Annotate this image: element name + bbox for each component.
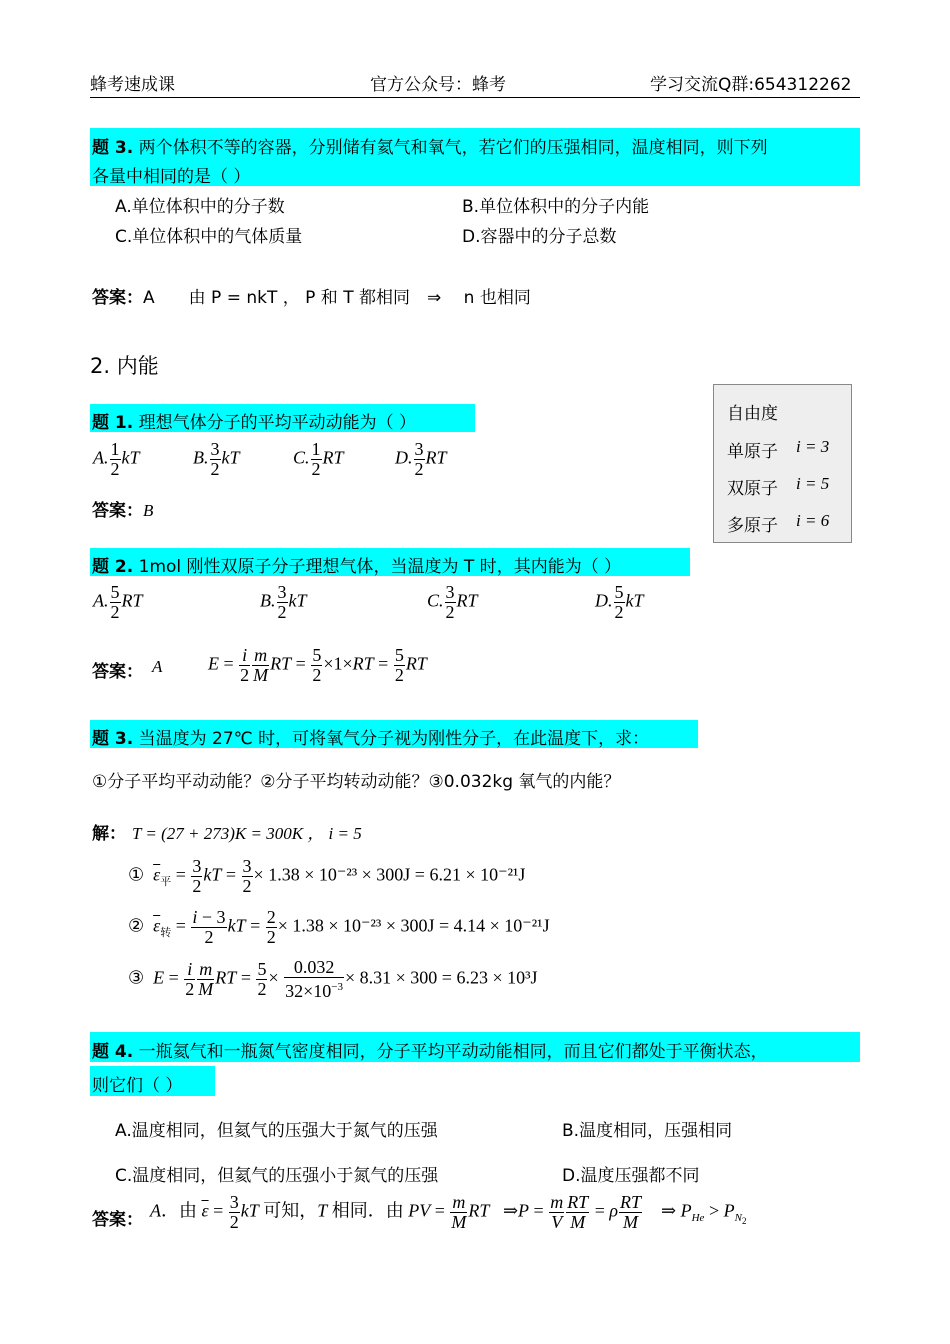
q3b-number: 题 3. — [92, 729, 134, 749]
q3a-answer-text: A 由 P = nkT ， P 和 T 都相同 ⇒ n 也相同 — [143, 288, 531, 308]
q1-title — [92, 408, 416, 433]
q2-answer-letter: A — [152, 657, 163, 676]
header-left: 蜂考速成课 — [90, 75, 175, 95]
q3b-step-1-tail: × 1.38 × 10⁻²³ × 300J = 6.21 × 10⁻²¹J — [253, 864, 526, 885]
q4-answer: A．由 $\overline{\varepsilon}$ = $\frac{3}{2}$ kT 可知，T 相同．由 PV = $\frac{m}{M}$ RT ⇒P = $\frac{m}{V}$ $\frac{RT}{M}$ = ρ $\frac{RT}{M}$ ⇒ $P_{He} > P_{N_2}$ — [150, 1192, 747, 1232]
q3a-title — [92, 133, 768, 158]
q2-answer-label: 答案： — [92, 662, 143, 682]
q1-number: 题 1. — [92, 413, 134, 433]
q3a-option-c: C.单位体积中的气体质量 — [115, 227, 303, 247]
q3b-title — [92, 724, 649, 749]
q3b-step-2-tail: × 1.38 × 10⁻²³ × 300J = 4.14 × 10⁻²¹J — [277, 915, 550, 936]
q3a-text: 两个体积不等的容器，分别储有氦气和氧气，若它们的压强相同，温度相同，则下列 — [133, 138, 768, 158]
q2-option-c: C. $\frac{3}{2}$ RT — [427, 582, 478, 622]
q3a-option-b: B.单位体积中的分子内能 — [462, 197, 650, 217]
dof-row-label: 双原子 — [727, 479, 778, 499]
dof-row-value: i = 6 — [796, 511, 830, 530]
q1-option-c: C. $\frac{1}{2}$ RT — [293, 439, 344, 479]
q3a-option-a: A.单位体积中的分子数 — [115, 197, 285, 217]
q4-option-a: A.温度相同，但氦气的压强大于氮气的压强 — [115, 1121, 438, 1141]
q2-answer-formula: E = $\frac{i}{2}$ $\frac{m}{M}$ RT = $\frac{5}{2}$ ×1×RT = $\frac{5}{2}$ RT — [208, 645, 427, 685]
q4-option-c: C.温度相同，但氦气的压强小于氮气的压强 — [115, 1166, 439, 1186]
q2-title — [92, 552, 621, 577]
q3a-answer-label: 答案： — [92, 288, 143, 308]
q3a-number: 题 3. — [92, 138, 134, 158]
q4-text: 一瓶氦气和一瓶氮气密度相同，分子平均平动动能相同，而且它们都处于平衡状态， — [133, 1042, 768, 1062]
q1-answer-value: B — [143, 501, 154, 520]
header-right: 学习交流Q群:654312262 — [650, 75, 852, 95]
q2-option-d: D. $\frac{5}{2}$ kT — [595, 582, 644, 622]
dof-row-label: 单原子 — [727, 442, 778, 462]
q2-text: 1mol 刚性双原子分子理想气体，当温度为 T 时，其内能为（ ） — [133, 557, 622, 577]
q3b-step-2: ② $\overline{\varepsilon}_转$ = $\frac{i - 3}{2}$ kT = $\frac{2}{2}$ × 1.38 × 10⁻²³ × 300J = 4.14 × 10⁻²¹J — [128, 907, 550, 947]
q3b-solution-label: 解： — [92, 824, 126, 844]
q3b-step-3: ③ E = $\frac{i}{2}$ $\frac{m}{M}$ RT = $\frac{5}{2}$ × $\frac{0.032}{32\times 10^{-3}}$ × 8.31 × 300 = 6.23 × 10³J — [128, 957, 538, 1001]
q3b-subquestions: ①分子平均平动动能？②分子平均转动动能？③0.032kg 氧气的内能？ — [92, 772, 621, 792]
q3a-answer — [92, 283, 531, 308]
q3a-option-d: D.容器中的分子总数 — [462, 227, 617, 247]
q4-number: 题 4. — [92, 1042, 134, 1062]
dof-row-label: 多原子 — [727, 516, 778, 536]
q4-option-b: B.温度相同，压强相同 — [562, 1121, 733, 1141]
q4-option-d: D.温度压强都不同 — [562, 1166, 700, 1186]
q1-text: 理想气体分子的平均平动动能为（ ） — [133, 413, 417, 433]
q1-option-d: D. $\frac{3}{2}$ RT — [395, 439, 447, 479]
q4-answer-label: 答案： — [92, 1210, 143, 1230]
q4-title-line2: 则它们（ ） — [92, 1076, 183, 1096]
dof-title: 自由度 — [727, 404, 778, 424]
q2-option-a: A. $\frac{5}{2}$ RT — [93, 582, 143, 622]
q1-answer — [92, 496, 153, 521]
q1-answer-label: 答案： — [92, 501, 143, 521]
q3b-step-1: ① $\overline{\varepsilon}_平$ = $\frac{3}{2}$ kT = $\frac{3}{2}$ × 1.38 × 10⁻²³ × 300J = 6.21 × 10⁻²¹J — [128, 856, 526, 896]
section-title: 2. 内能 — [90, 354, 159, 378]
dof-row-value: i = 3 — [796, 437, 830, 456]
q2-option-b: B. $\frac{3}{2}$ kT — [260, 582, 307, 622]
q3b-step-3-tail: × 8.31 × 300 = 6.23 × 10³J — [345, 967, 538, 988]
dof-box — [713, 384, 852, 543]
q1-option-b: B. $\frac{3}{2}$ kT — [193, 439, 240, 479]
q4-title — [92, 1037, 768, 1062]
q2-number: 题 2. — [92, 557, 134, 577]
q1-option-a: A. $\frac{1}{2}$ kT — [93, 439, 140, 479]
header-center: 官方公众号：蜂考 — [370, 75, 506, 95]
header-rule — [90, 97, 860, 98]
q3b-text: 当温度为 27℃ 时，可将氧气分子视为刚性分子，在此温度下，求： — [133, 729, 650, 749]
dof-row-value: i = 5 — [796, 474, 830, 493]
q3b-solution-line: T = (27 + 273)K = 300K ， i = 5 — [132, 824, 362, 843]
q3a-title-line2: 各量中相同的是（ ） — [92, 167, 251, 187]
